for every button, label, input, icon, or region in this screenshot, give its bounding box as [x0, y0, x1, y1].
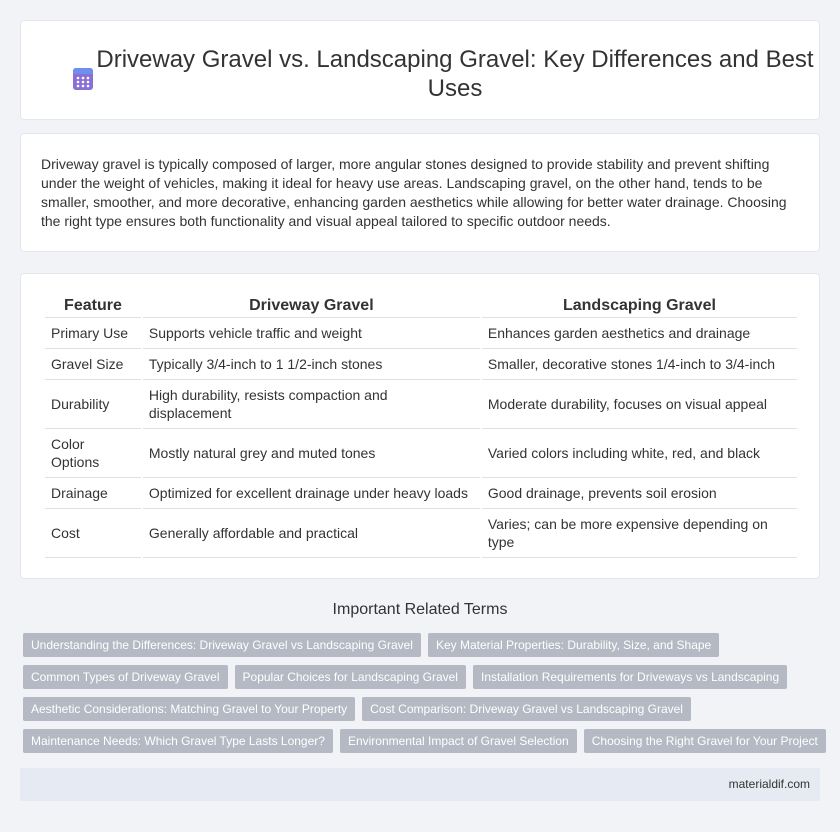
- footer: [20, 768, 820, 801]
- table-cell: Generally affordable and practical: [143, 509, 480, 558]
- table-cell: Durability: [45, 380, 141, 429]
- footer-site-link[interactable]: materialdif.com: [728, 777, 810, 791]
- table-cell: Enhances garden aesthetics and drainage: [482, 318, 797, 349]
- related-terms-list: [23, 633, 823, 761]
- table-row: [45, 318, 797, 349]
- table-cell: Gravel Size: [45, 349, 141, 380]
- table-cell: Moderate durability, focuses on visual appeal: [482, 380, 797, 429]
- comparison-table-card: [20, 273, 820, 579]
- comparison-table: [43, 294, 799, 558]
- related-term-tag[interactable]: Maintenance Needs: Which Gravel Type Lasts Longer?: [23, 729, 333, 753]
- page-title: Driveway Gravel vs. Landscaping Gravel: Key Differences and Best Uses: [96, 46, 814, 102]
- table-cell: Varied colors including white, red, and black: [482, 429, 797, 478]
- related-term-tag[interactable]: Popular Choices for Landscaping Gravel: [235, 665, 466, 689]
- header-driveway-gravel: Driveway Gravel: [143, 294, 480, 318]
- intro-card: [20, 133, 820, 252]
- table-cell: Good drainage, prevents soil erosion: [482, 478, 797, 509]
- table-cell: Cost: [45, 509, 141, 558]
- related-term-tag[interactable]: Installation Requirements for Driveways vs Landscaping: [473, 665, 787, 689]
- related-term-tag[interactable]: Key Material Properties: Durability, Size, and Shape: [428, 633, 719, 657]
- table-cell: Drainage: [45, 478, 141, 509]
- related-term-tag[interactable]: Aesthetic Considerations: Matching Gravel to Your Property: [23, 697, 355, 721]
- related-term-tag[interactable]: Choosing the Right Gravel for Your Project: [584, 729, 826, 753]
- table-row: [45, 380, 797, 429]
- table-row: [45, 429, 797, 478]
- table-cell: Color Options: [45, 429, 141, 478]
- related-terms-heading: Important Related Terms: [332, 601, 508, 618]
- header-feature: Feature: [45, 294, 141, 318]
- table-cell: Mostly natural grey and muted tones: [143, 429, 480, 478]
- header-landscaping-gravel: Landscaping Gravel: [482, 294, 797, 318]
- related-term-tag[interactable]: Common Types of Driveway Gravel: [23, 665, 228, 689]
- table-cell: Varies; can be more expensive depending on type: [482, 509, 797, 558]
- table-cell: Supports vehicle traffic and weight: [143, 318, 480, 349]
- table-row: [45, 478, 797, 509]
- title-card: [20, 20, 820, 120]
- table-cell: Typically 3/4-inch to 1 1/2-inch stones: [143, 349, 480, 380]
- table-cell: Smaller, decorative stones 1/4-inch to 3/4-inch: [482, 349, 797, 380]
- related-term-tag[interactable]: Cost Comparison: Driveway Gravel vs Landscaping Gravel: [362, 697, 691, 721]
- intro-paragraph: Driveway gravel is typically composed of larger, more angular stones designed to provide stability and prevent shifting under the weight of vehicles, making it ideal for heavy use areas. Landscaping gravel, on the other hand, tends to be smaller, smoother, and more decorative, enhancing garden aesthetics while allowing for better water drainage. Choosing the right type ensures both functionality and visual appeal tailored to specific outdoor needs.: [41, 156, 787, 229]
- table-cell: High durability, resists compaction and displacement: [143, 380, 480, 429]
- related-term-tag[interactable]: Environmental Impact of Gravel Selection: [340, 729, 577, 753]
- table-cell: Primary Use: [45, 318, 141, 349]
- table-row: [45, 349, 797, 380]
- related-term-tag[interactable]: Understanding the Differences: Driveway Gravel vs Landscaping Gravel: [23, 633, 421, 657]
- table-header-row: [45, 294, 797, 318]
- table-cell: Optimized for excellent drainage under heavy loads: [143, 478, 480, 509]
- table-row: [45, 509, 797, 558]
